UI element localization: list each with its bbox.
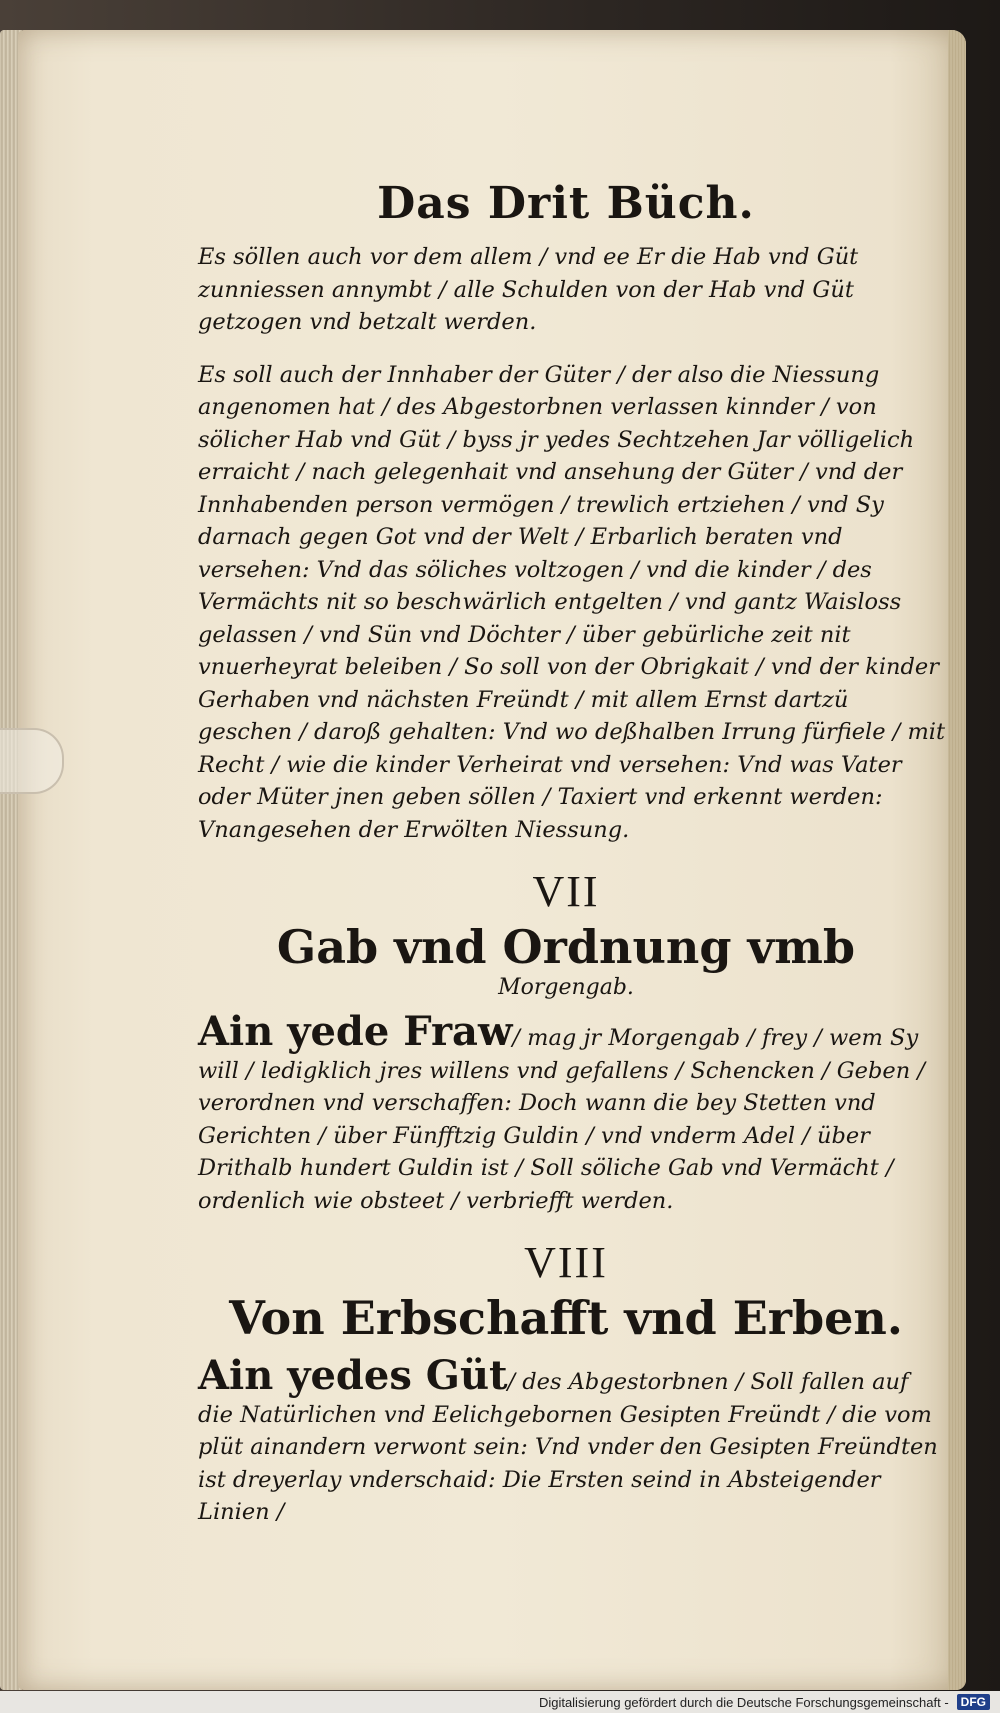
text-column [186, 148, 946, 1549]
book-page [18, 30, 966, 1690]
dfg-logo-icon: DFG [957, 1694, 990, 1710]
chapter-8-text: / des Abgestorbnen / Soll fallen auf die Natürlichen vnd Eelichgebornen Gesipten Freündt / die vom plüt ainandern verwont sein: Vnd vnder den Gesipten Freündten ist dreyerlay vnderschaid: Die Ersten seind in Absteigender Linien / [198, 1369, 938, 1525]
chapter-8-lead: Ain yedes Güt [198, 1352, 508, 1399]
chapter-8-paragraph [198, 1352, 946, 1529]
chapter-7-number: VII [532, 867, 600, 916]
page-tab-marker [0, 728, 64, 794]
chapter-7-text: / mag jr Morgengab / frey / wem Sy will / ledigklich jres willens vnd gefallens / Schencken / Geben / verordnen vnd verschaffen: Doch wann die bey Stetten vnd Gerichten / über Fünfftzig Guldin / vnd vnderm Adel / über Drithalb hundert Guldin ist / Soll söliche Gab vnd Vermächt / ordenlich wie obsteet / verbriefft werden. [198, 1025, 925, 1214]
chapter-7-title: Gab vnd Ordnung vmb [276, 920, 856, 974]
right-page-edges [948, 30, 966, 1690]
footer-credit: Digitalisierung gefördert durch die Deutsche Forschungsgemeinschaft - [538, 1694, 949, 1710]
paragraph-1: Es söllen auch vor dem allem / vnd ee Er die Hab vnd Güt zunniessen annymbt / alle Schulden von der Hab vnd Güt getzogen vnd betzalt werden. [198, 244, 859, 335]
chapter-7-subtitle: Morgengab. [498, 975, 634, 1000]
chapter-7-lead: Ain yede Fraw [198, 1008, 513, 1055]
paragraph-2: Es soll auch der Innhaber der Güter / der also die Niessung angenomen hat / des Abgestorbnen verlassen kinnder / von sölicher Hab vnd Güt / byss jr yedes Sechtzehen Jar völligelich erraicht / nach gelegenhait vnd ansehung der Güter / vnd der Innhabenden person vermögen / trewlich ertziehen / vnd Sy darnach gegen Got vnd der Welt / Erbarlich beraten vnd versehen: Vnd das söliches voltzogen / vnd die kinder / des Vermächts nit so beschwärlich entgelten / vnd gantz Waisloss gelassen / vnd Sün vnd Döchter / über gebürliche zeit nit vnuerheyrat beleiben / So soll von der Obrigkait / vnd der kinder Gerhaben vnd nächsten Freündt / mit allem Ernst dartzü geschen / daroß gehalten: Vnd wo deßhalben Irrung fürfiele / mit Recht / wie die kinder Verheirat vnd versehen: Vnd was Vater oder Müter jnen geben söllen / Taxiert vnd erkennt werden: Vnangesehen der Erwölten Niessung. [198, 361, 946, 843]
chapter-7-paragraph [198, 1008, 946, 1217]
chapter-8-title: Von Erbschafft vnd Erben. [229, 1291, 903, 1345]
chapter-8-number: VIII [524, 1238, 608, 1287]
running-head: Das Drit Büch. [377, 178, 755, 229]
footer-bar [0, 1691, 1000, 1713]
